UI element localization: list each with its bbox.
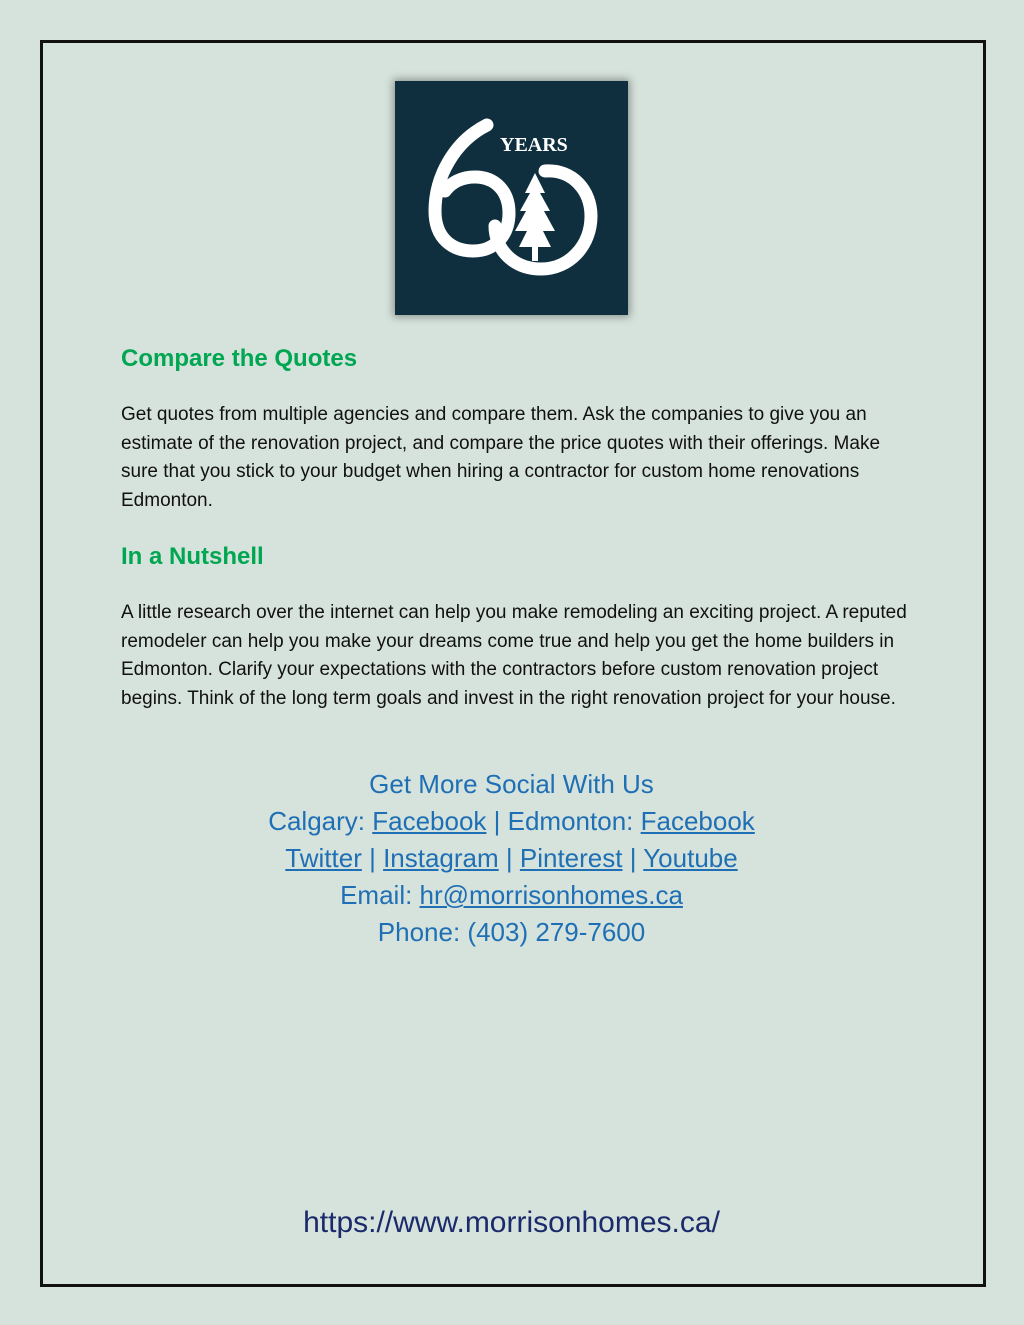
instagram-link[interactable]: Instagram [383, 843, 499, 873]
twitter-link[interactable]: Twitter [285, 843, 362, 873]
section-heading-compare-quotes: Compare the Quotes [121, 345, 358, 372]
social-title: Get More Social With Us [369, 769, 654, 799]
pinterest-link[interactable]: Pinterest [519, 843, 623, 873]
logo-years-text: YEARS [500, 134, 568, 156]
website-url[interactable]: https://www.morrisonhomes.ca/ [303, 1206, 720, 1239]
social-links-line [40, 840, 983, 877]
social-block [40, 766, 983, 951]
youtube-link[interactable]: Youtube [643, 843, 738, 873]
logo [395, 81, 628, 315]
section-body-compare-quotes: Get quotes from multiple agencies and compare them. Ask the companies to give you an estimate of the renovation project, and compare the price quotes with their offerings. Make sure that you stick to your budget when hiring a contractor for custom home renovations Edmonton. [121, 404, 881, 511]
email-label: Email: [340, 880, 420, 910]
calgary-label: Calgary: [268, 806, 373, 836]
phone-line: Phone: (403) 279-7600 [377, 917, 646, 947]
email-link[interactable]: hr@morrisonhomes.ca [419, 880, 683, 910]
separator: | [498, 843, 520, 873]
separator: | [361, 843, 384, 873]
tree-icon [515, 173, 555, 261]
separator: | [486, 806, 508, 836]
edmonton-facebook-link[interactable]: Facebook [640, 806, 755, 836]
calgary-facebook-link[interactable]: Facebook [372, 806, 487, 836]
section-body-nutshell: A little research over the internet can help you make remodeling an exciting project. A reputed remodeler can help you make your dreams come true and help you get the home builders in Edmonton. Clarify your expectations with the contractors before custom renovation project begins. Think of the long term goals and invest in the right renovation project for your house. [121, 602, 907, 709]
email-line [40, 877, 983, 914]
separator: | [622, 843, 644, 873]
social-facebook-line [40, 803, 983, 840]
edmonton-label: Edmonton: [507, 806, 641, 836]
sixty-years-tree-logo-icon [395, 81, 628, 315]
section-heading-nutshell: In a Nutshell [121, 543, 264, 570]
